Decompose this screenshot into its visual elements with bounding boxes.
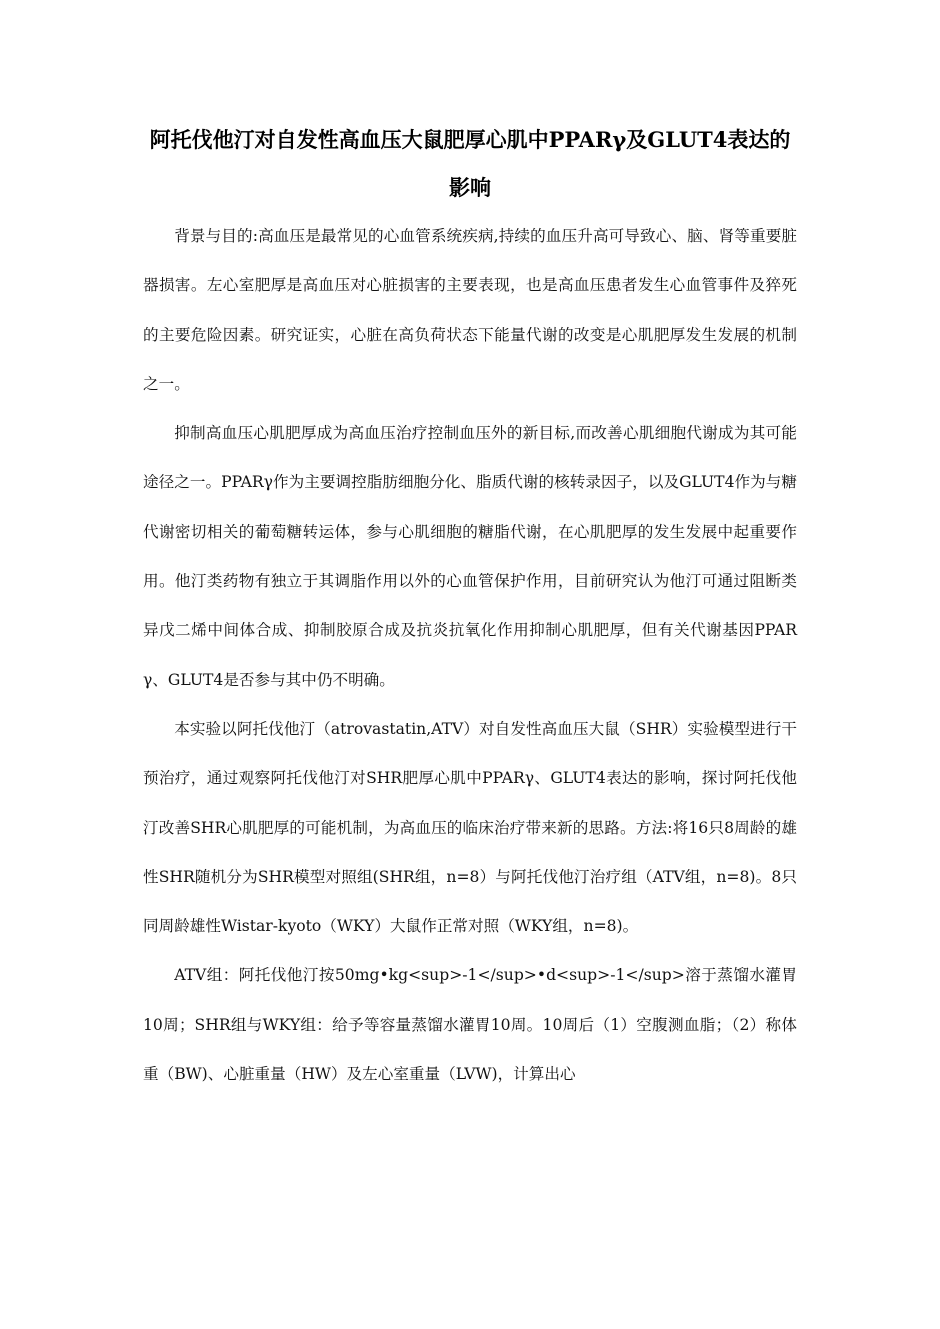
paragraph-background: 背景与目的:高血压是最常见的心血管系统疾病,持续的血压升高可导致心、脑、肾等重要脏器损害。左心室肥厚是高血压对心脏损害的主要表现，也是高血压患者发生心血管事件及猝死的主要危险因素。研究证实，心脏在高负荷状态下能量代谢的改变是心肌肥厚发生发展的机制之一。	[143, 227, 797, 393]
paragraph-methods: ATV组：阿托伐他汀按50mg•kg<sup>-1</sup>•d<sup>-1</sup>溶于蒸馏水灌胃10周；SHR组与WKY组：给予等容量蒸馏水灌胃10周。10周后（1）空腹测血脂；（2）称体重（BW)、心脏重量（HW）及左心室重量（LVW)，计算出心	[143, 966, 797, 1084]
document-body	[143, 212, 797, 1099]
paragraph-hypertrophy: 抑制高血压心肌肥厚成为高血压治疗控制血压外的新目标,而改善心肌细胞代谢成为其可能途径之一。PPARγ作为主要调控脂肪细胞分化、脂质代谢的核转录因子，以及GLUT4作为与糖代谢密切相关的葡萄糖转运体，参与心肌细胞的糖脂代谢，在心肌肥厚的发生发展中起重要作用。他汀类药物有独立于其调脂作用以外的心血管保护作用，目前研究认为他汀可通过阻断类异戊二烯中间体合成、抑制胶原合成及抗炎抗氧化作用抑制心肌肥厚，但有关代谢基因PPARγ、GLUT4是否参与其中仍不明确。	[143, 424, 797, 689]
paragraph-experiment: 本实验以阿托伐他汀（atrovastatin,ATV）对自发性高血压大鼠（SHR）实验模型进行干预治疗，通过观察阿托伐他汀对SHR肥厚心肌中PPARγ、GLUT4表达的影响，探讨阿托伐他汀改善SHR心肌肥厚的可能机制，为高血压的临床治疗带来新的思路。方法:将16只8周龄的雄性SHR随机分为SHR模型对照组(SHR组，n=8）与阿托伐他汀治疗组（ATV组，n=8)。8只同周龄雄性Wistar-kyoto（WKY）大鼠作正常对照（WKY组，n=8)。	[143, 719, 797, 936]
document-title: 阿托伐他汀对自发性高血压大鼠肥厚心肌中PPARγ及GLUT4表达的影响	[149, 127, 791, 200]
